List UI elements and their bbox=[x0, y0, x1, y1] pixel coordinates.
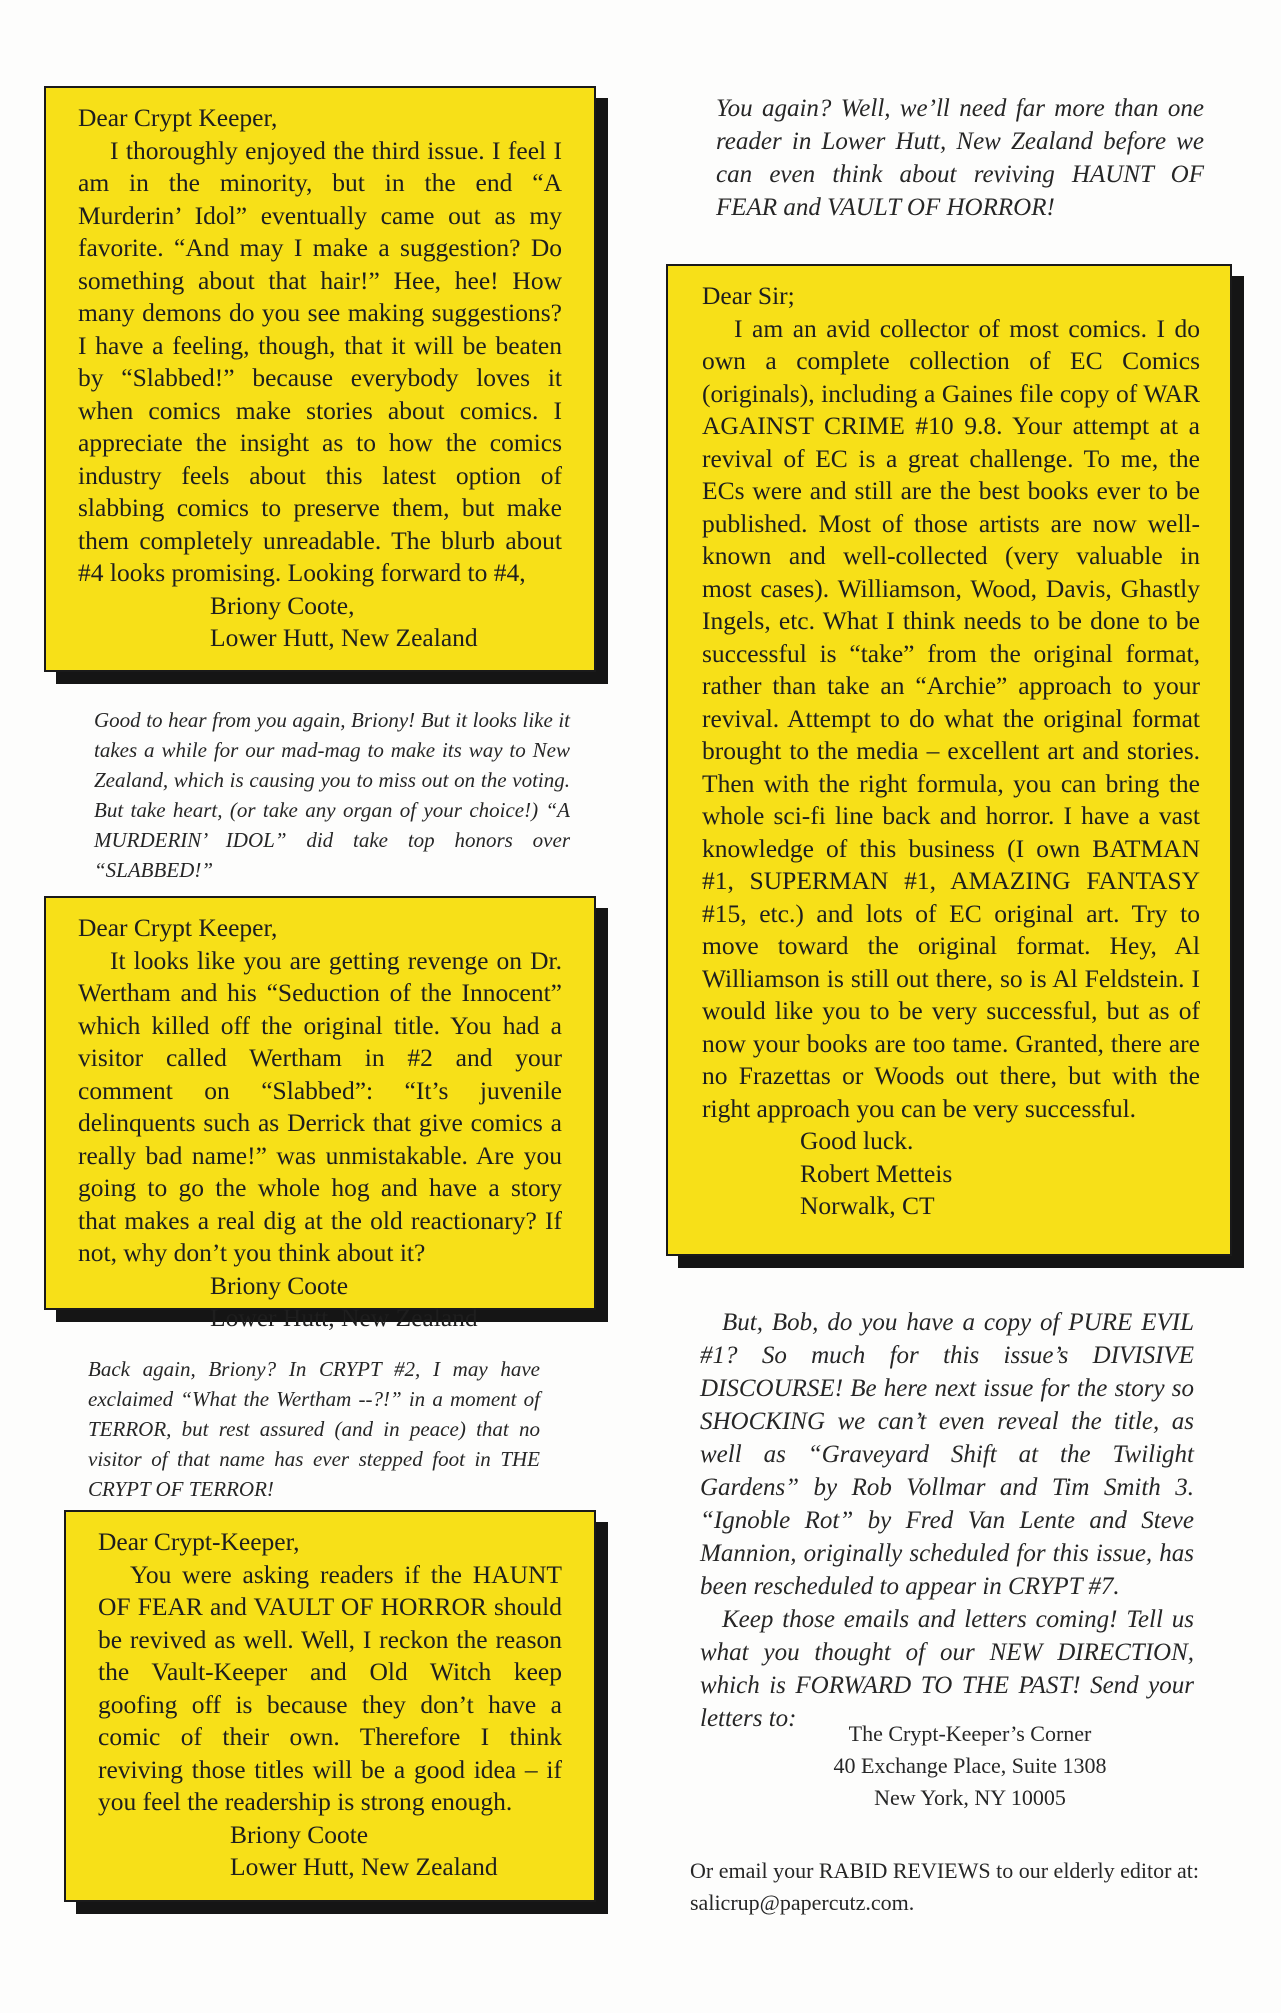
letter-signature-location: Norwalk, CT bbox=[800, 1191, 935, 1220]
closing-paragraph-1: But, Bob, do you have a copy of PURE EVIL #1? So much for this issue’s DIVISIVE DISCOURSE! Be here next issue for the story so SHOCKING we can’t even reveal the title, as well as “Graveyard Shift at the Twilight Gardens” by Rob Vollmar and Tim Smith 3. “Ignoble Rot” by Fred Van Lente and Steve Mannion, originally scheduled for this issue, has been rescheduled to appear in CRYPT #7. bbox=[700, 1309, 1194, 1600]
letter-salutation: Dear Sir; bbox=[702, 281, 795, 310]
letter-box-2 bbox=[44, 896, 596, 1332]
editor-reply-2: Back again, Briony? In CRYPT #2, I may have exclaimed “What the Wertham --?!” in a moment of TERROR, but rest assured (and in peace) that no visitor of that name has ever stepped foot in THE CRYPT OF TERROR! bbox=[88, 1357, 540, 1501]
letter-salutation: Dear Crypt-Keeper, bbox=[98, 1527, 300, 1556]
letter-signature-name: Robert Metteis bbox=[800, 1158, 953, 1188]
mailing-address: The Crypt-Keeper’s Corner 40 Exchange Place, Suite 1308 New York, NY 10005 bbox=[833, 1721, 1107, 1810]
letter-box-1 bbox=[44, 86, 596, 672]
closing-paragraph-2: Keep those emails and letters coming! Tell us what you thought of our NEW DIRECTION, which is FORWARD TO THE PAST! Send your letters to: bbox=[700, 1606, 1194, 1732]
editor-reply-top: You again? Well, we’ll need far more than one reader in Lower Hutt, New Zealand before we can even think about reviving HAUNT OF FEAR and VAULT OF HORROR! bbox=[716, 95, 1204, 221]
letter-box-4 bbox=[666, 264, 1232, 1256]
letter-signature-location: Lower Hutt, New Zealand bbox=[230, 1852, 498, 1881]
letter-salutation: Dear Crypt Keeper, bbox=[78, 913, 278, 942]
letter-signature-name: Briony Coote bbox=[210, 1270, 349, 1300]
editor-reply-1: Good to hear from you again, Briony! But it looks like it takes a while for our mad-mag to make its way to New Zealand, which is causing you to miss out on the voting. But take heart, (or take any organ of your choice!) “A MURDERIN’ IDOL” did take top honors over “SLABBED!” bbox=[94, 708, 570, 882]
letter-signature-location: Lower Hutt, New Zealand bbox=[210, 623, 478, 652]
letter-salutation: Dear Crypt Keeper, bbox=[78, 103, 278, 132]
letter-body: I thoroughly enjoyed the third issue. I feel I am in the minority, but in the end “A Murderin’ Idol” eventually came out as my favorite. “And may I make a suggestion? Do something about that hair!” Hee, hee! How many demons do you see making suggestions? I have a feeling, though, that it will be beaten by “Slabbed!” because everybody loves it when comics make stories about comics. I appreciate the insight as to how the comics industry feels about this latest option of slabbing comics to preserve them, but make them completely unreadable. The blurb about #4 looks promising. Looking forward to #4, bbox=[78, 135, 562, 587]
letter-body: You were asking readers if the HAUNT OF FEAR and VAULT OF HORROR should be revived as well. Well, I reckon the reason the Vault-Keeper and Old Witch keep goofing off is because they don’t have a comic of their own. Therefore I think reviving those titles will be a good idea – if you feel the readership is strong enough. bbox=[98, 1559, 562, 1816]
letter-signature-location: Lower Hutt, New Zealand bbox=[210, 1303, 478, 1332]
letter-signature-name: Briony Coote bbox=[230, 1819, 369, 1849]
letter-body: I am an avid collector of most comics. I do own a complete collection of EC Comics (originals), including a Gaines file copy of WAR AGAINST CRIME #10 9.8. Your attempt at a revival of EC is a great challenge. To me, the ECs were and still are the best books ever to be published. Most of those artists are now well-known and well-collected (very valuable in most cases). Williamson, Wood, Davis, Ghastly Ingels, etc. What I think needs to be done to be successful is “take” from the original format, rather than take an “Archie” approach to your revival. Attempt to do what the original format brought to the media – excellent art and stories. Then with the right formula, you can bring the whole sci-fi line back and horror. I have a vast knowledge of this business (I own BATMAN #1, SUPERMAN #1, AMAZING FANTASY #15, etc.) and lots of EC original art. Try to move toward the original format. Hey, Al Williamson is still out there, so is Al Feldstein. I would like you to be very successful, but as of now your books are too tame. Granted, there are no Frazettas or Woods out there, but with the right approach you can be very successful. bbox=[702, 313, 1200, 1123]
letter-body: It looks like you are getting revenge on Dr. Wertham and his “Seduction of the Innocent” which killed off the original title. You had a visitor called Wertham in #2 and your comment on “Slabbed”: “It’s juvenile delinquents such as Derrick that give comics a really bad name!” was unmistakable. Are you going to go the whole hog and have a story that makes a real dig at the old reactionary? If not, why don’t you think about it? bbox=[78, 945, 562, 1267]
editor-closing bbox=[700, 1306, 1194, 1735]
letter-signature-name: Briony Coote, bbox=[210, 590, 355, 620]
letter-signature-closing: Good luck. bbox=[800, 1126, 914, 1155]
email-note: Or email your RABID REVIEWS to our elderly editor at: salicrup@papercutz.com. bbox=[690, 1858, 1199, 1915]
letter-box-3 bbox=[64, 1510, 596, 1902]
